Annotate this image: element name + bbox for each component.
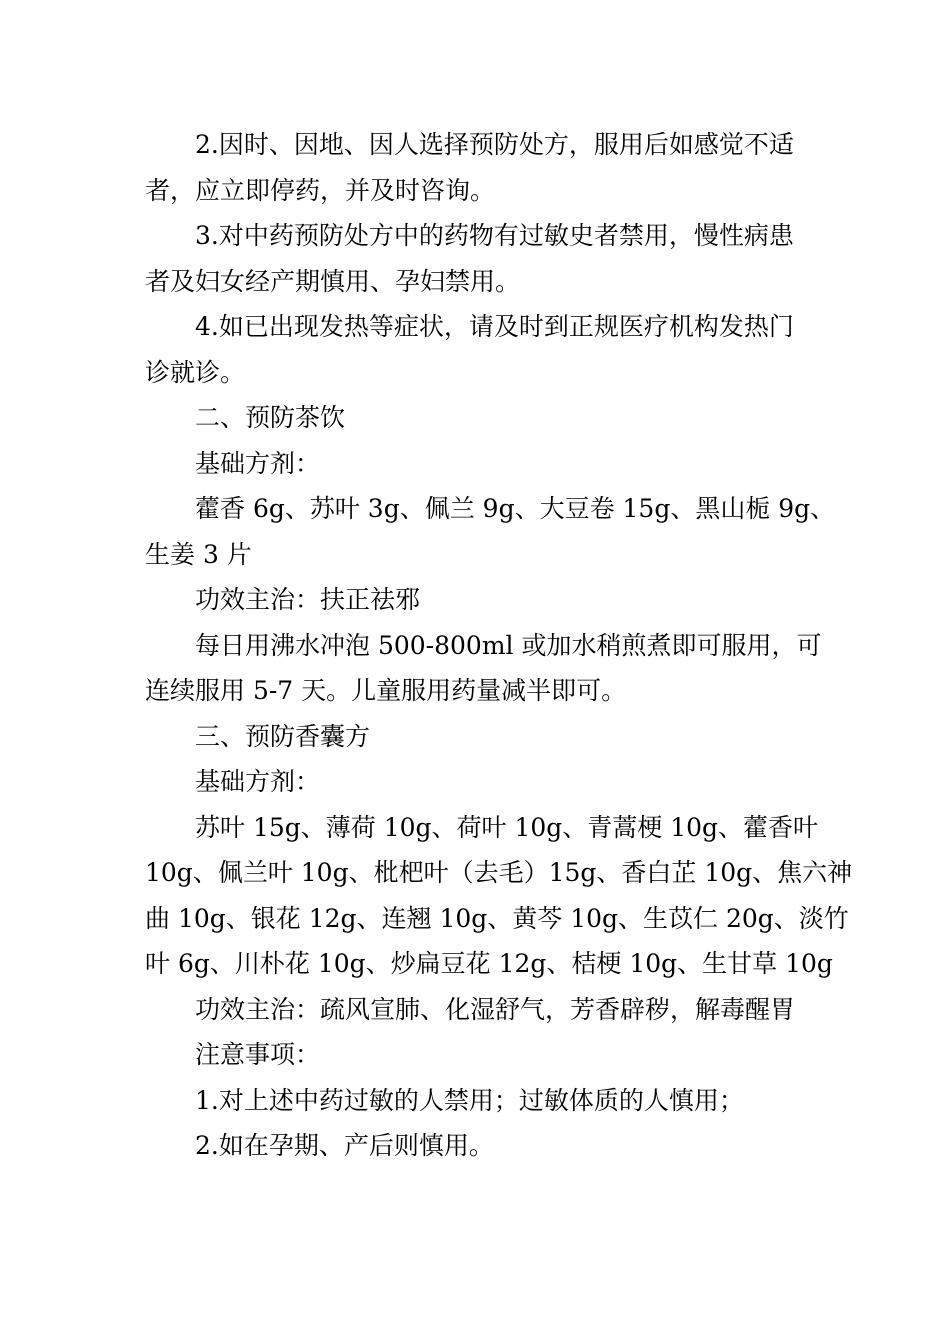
sachet-formula-line-1: 苏叶 15g、薄荷 10g、荷叶 10g、青蒿梗 10g、藿香叶	[195, 812, 819, 842]
tea-formula-line-2: 生姜 3 片	[145, 539, 252, 569]
tea-effect: 功效主治：扶正祛邪	[195, 585, 421, 614]
sachet-notes-label: 注意事项：	[195, 1040, 321, 1069]
notes-item-2	[145, 122, 835, 213]
sachet-formula	[145, 805, 853, 987]
tea-formula-line-1: 藿香 6g、苏叶 3g、佩兰 9g、大豆卷 15g、黑山栀 9g、	[195, 494, 836, 523]
sachet-formula-label: 基础方剂：	[195, 767, 321, 796]
notes-item-2-line-1: 2.因时、因地、因人选择预防处方，服用后如感觉不适	[195, 130, 794, 159]
sachet-heading: 三、预防香囊方	[195, 721, 371, 751]
notes-item-3-line-1: 3.对中药预防处方中的药物有过敏史者禁用，慢性病患	[195, 221, 794, 250]
tea-formula-label: 基础方剂：	[195, 448, 321, 478]
tea-usage-line-1: 每日用沸水冲泡 500-800ml 或加水稍煎煮即可服用，可	[195, 630, 822, 660]
sachet-formula-line-4: 叶 6g、川朴花 10g、炒扁豆花 12g、桔梗 10g、生甘草 10g	[145, 949, 833, 978]
sachet-note-2: 2.如在孕期、产后则慎用。	[195, 1131, 494, 1160]
tea-heading: 二、预防茶饮	[195, 403, 346, 432]
sachet-formula-line-2: 10g、佩兰叶 10g、枇杷叶（去毛）15g、香白芷 10g、焦六神	[145, 858, 853, 887]
notes-item-4-line-2: 诊就诊。	[145, 357, 246, 387]
sachet-effect: 功效主治：疏风宣肺、化湿舒气，芳香辟秽，解毒醒胃	[195, 994, 796, 1024]
document-body	[145, 122, 853, 1169]
sachet-formula-line-3: 曲 10g、银花 12g、连翘 10g、黄芩 10g、生苡仁 20g、淡竹	[145, 903, 849, 933]
tea-formula	[145, 486, 835, 577]
sachet-note-1: 1.对上述中药过敏的人禁用；过敏体质的人慎用；	[195, 1085, 744, 1115]
tea-usage-line-2: 连续服用 5-7 天。儿童服用药量减半即可。	[145, 676, 627, 705]
notes-item-3-line-2: 者及妇女经产期慎用、孕妇禁用。	[145, 266, 521, 296]
notes-item-4	[145, 304, 835, 395]
notes-item-3	[145, 213, 835, 304]
notes-item-2-line-2: 者，应立即停药，并及时咨询。	[145, 175, 496, 205]
tea-usage	[145, 623, 835, 714]
notes-item-4-line-1: 4.如已出现发热等症状，请及时到正规医疗机构发热门	[195, 312, 794, 341]
